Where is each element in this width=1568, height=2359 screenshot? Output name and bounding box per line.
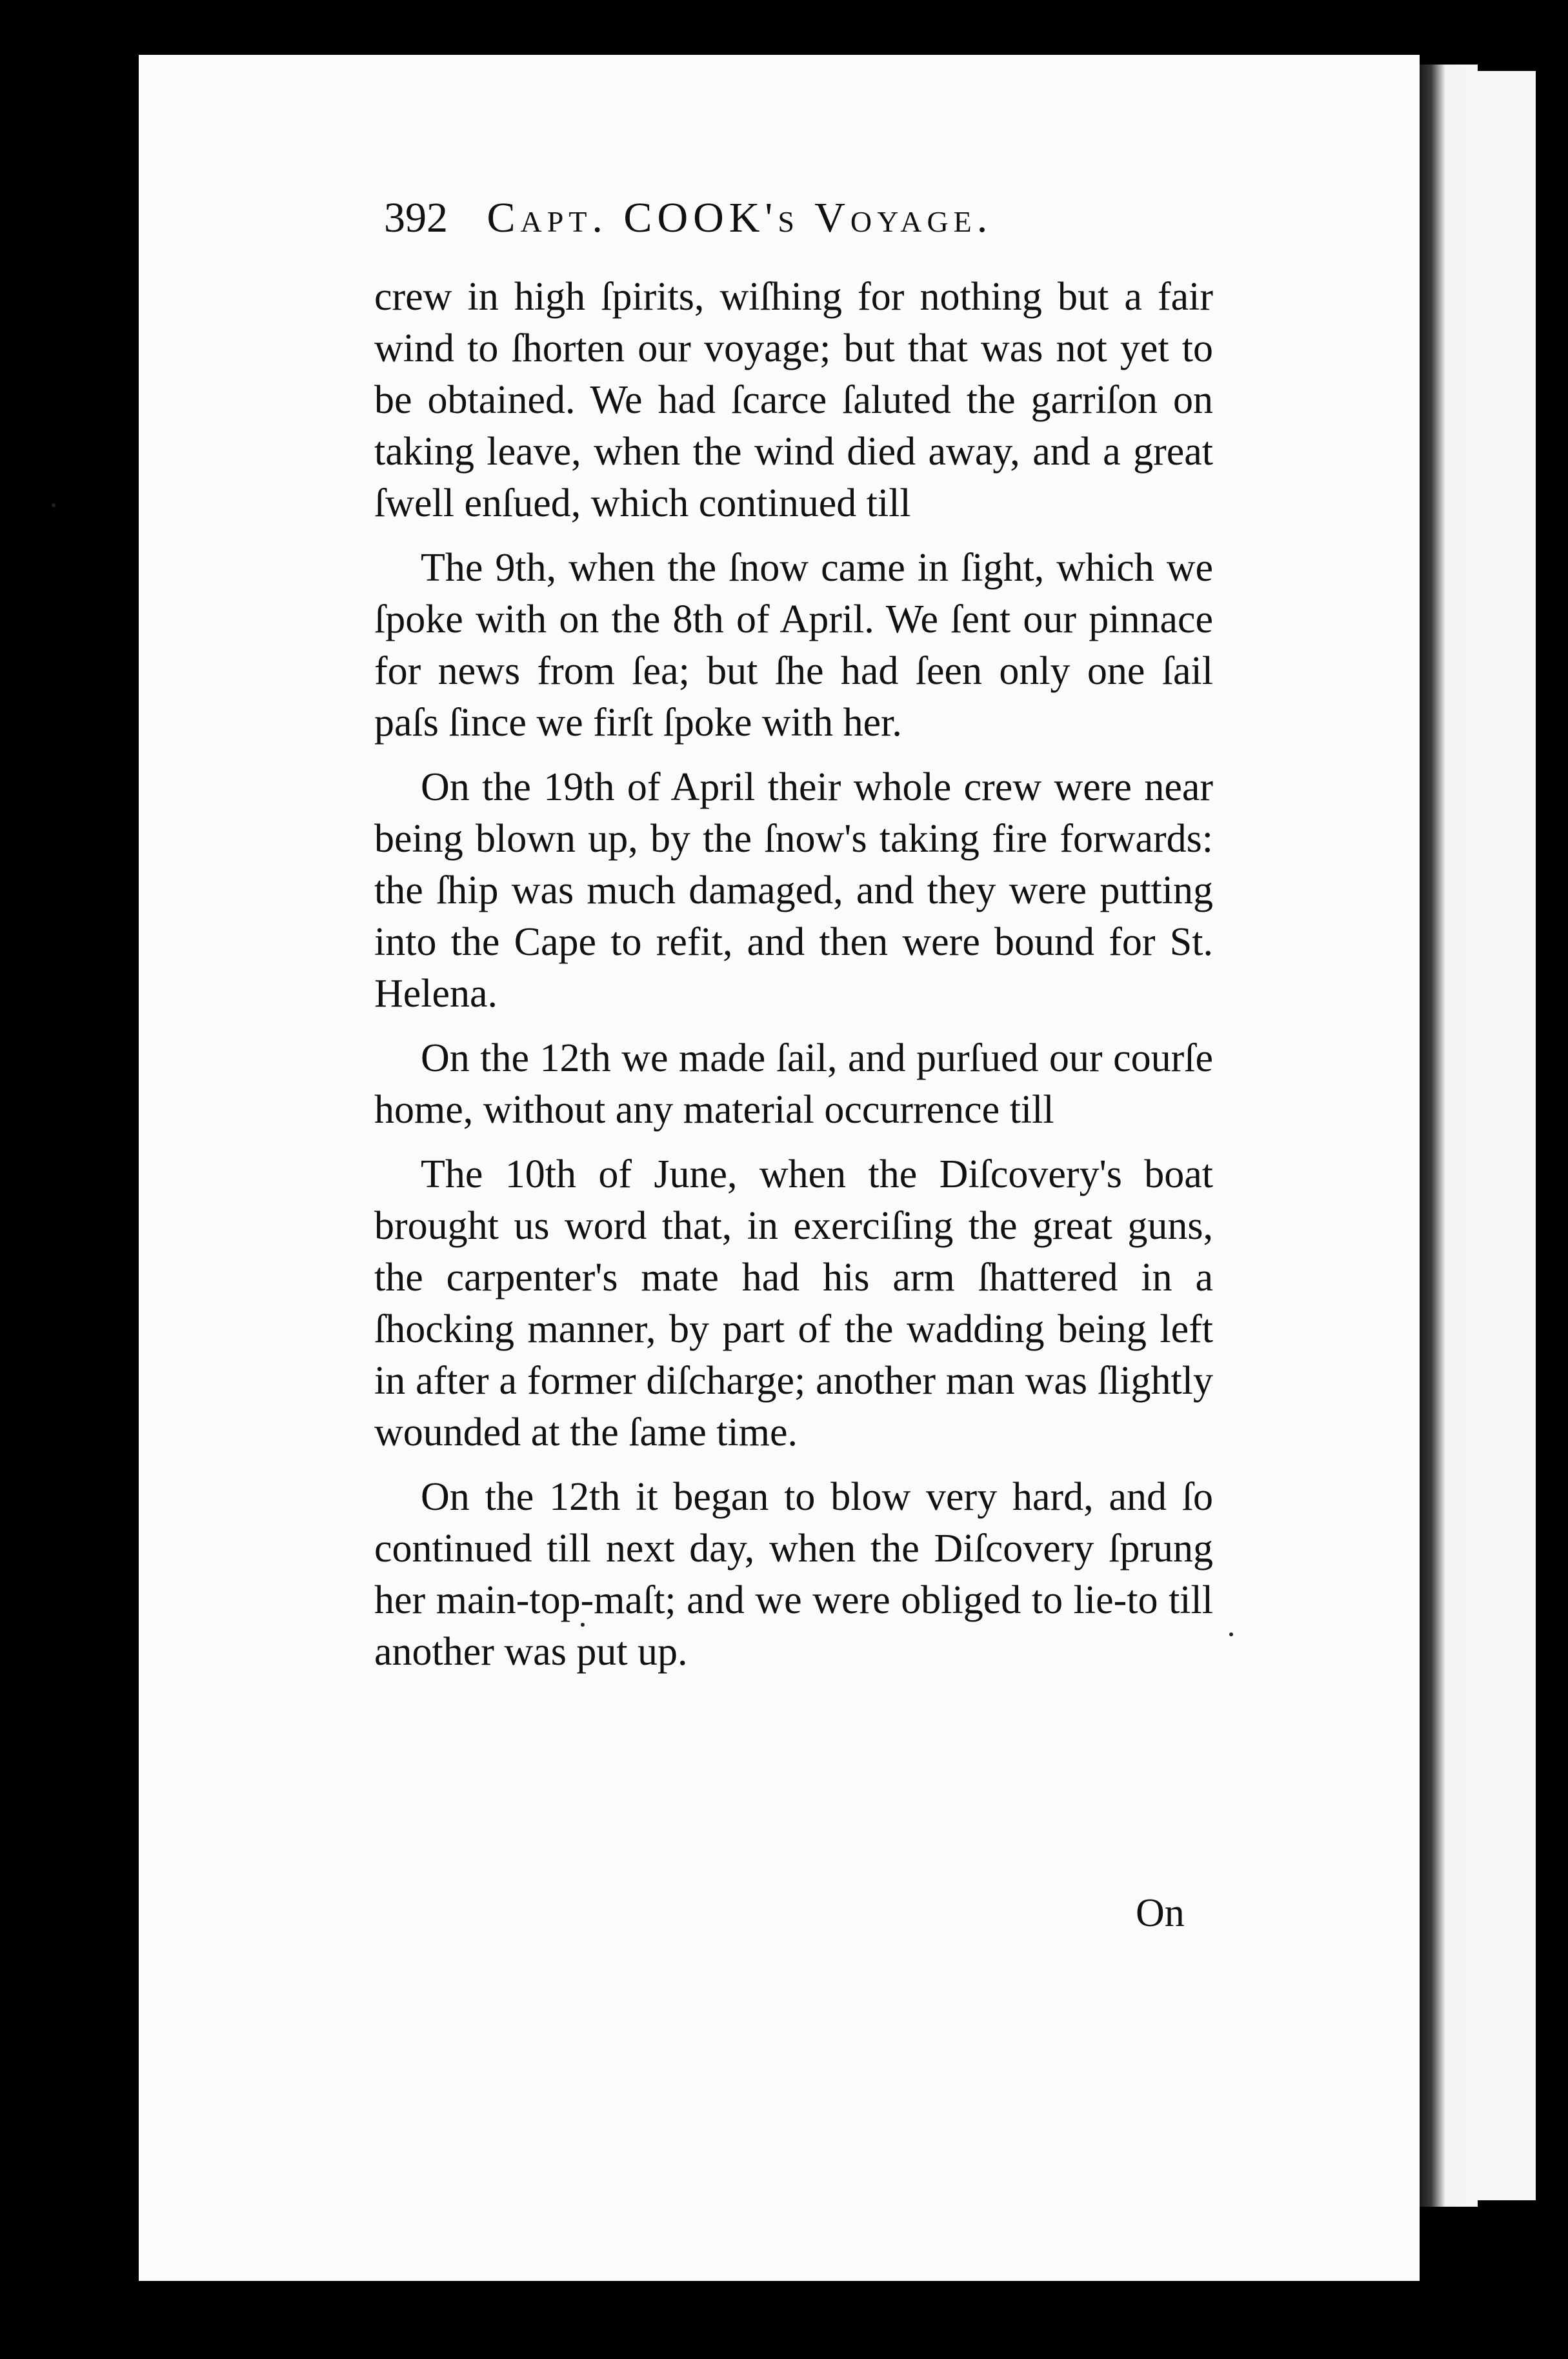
running-head (384, 194, 1223, 265)
catchword: On (1136, 1891, 1185, 1935)
body-text (374, 271, 1213, 1691)
paragraph-6: On the 12th it began to blow very hard, and ſo continued till next day, when the Diſcovery ſprung her main-top-maſt; and we were obliged to lie-to till another was put up. (374, 1475, 1213, 1674)
paragraph-2: The 9th, when the ſnow came in ſight, which we ſpoke with on the 8th of April. We ſent our pinnace for news from ſea; but ſhe had ſeen only one ſail paſs ſince we firſt ſpoke with her. (374, 546, 1213, 745)
facing-page-edge (1420, 65, 1478, 2207)
scan-speck (1229, 1632, 1233, 1636)
page-number: 392 (384, 194, 448, 241)
scan-speck (581, 1623, 585, 1627)
paragraph-4: On the 12th we made ſail, and purſued our courſe home, without any material occurrence till (374, 1036, 1213, 1132)
paragraph-5: The 10th of June, when the Diſcovery's boat brought us word that, in exerciſing the great guns, the carpenter's mate had his arm ſhattered in a ſhocking manner, by part of the wadding being left in after a former diſcharge; another man was ſlightly wounded at the ſame time. (374, 1152, 1213, 1454)
paragraph-1: crew in high ſpirits, wiſhing for nothing but a fair wind to ſhorten our voyage; but that was not yet to be obtained. We had ſcarce ſaluted the garriſon on taking leave, when the wind died away, and a great ſwell enſued, which continued till (374, 275, 1213, 525)
scan-speck (52, 503, 55, 507)
running-title: Capt. COOK's Voyage. (487, 194, 993, 241)
paragraph-3: On the 19th of April their whole crew were near being blown up, by the ſnow's taking fire forwards: the ſhip was much damaged, and they were putting into the Cape to refit, and then were bound for St. Helena. (374, 765, 1213, 1016)
facing-page-strip (1478, 71, 1536, 2200)
